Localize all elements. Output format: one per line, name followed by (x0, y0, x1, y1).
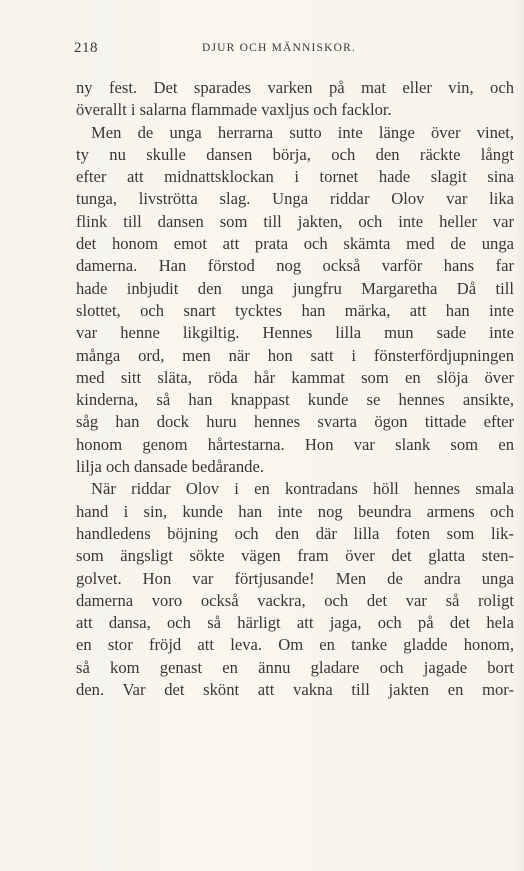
running-head (74, 40, 514, 60)
text-line: golvet. Hon var förtjusande! Men de andra unga (76, 568, 514, 588)
paragraph-start-line: När riddar Olov i en kontradans höll hennes smala (91, 479, 514, 499)
text-line: ty nu skulle dansen börja, och den räckte långt (76, 144, 514, 164)
text-line: såg han dock huru hennes svarta ögon tittade efter (76, 412, 514, 432)
text-line: slottet, och snart tycktes han märka, att han inte (76, 300, 514, 320)
text-line: så kom genast en ännu gladare och jagade bort (76, 657, 514, 677)
text-line: handledens böjning och den där lilla foten som lik- (76, 523, 514, 543)
text-line: tunga, livströtta slag. Unga riddar Olov var lika (76, 189, 514, 209)
text-line: lilja och dansade bedårande. (76, 457, 264, 477)
text-line: en stor fröjd att leva. Om en tanke gladde honom, (76, 635, 514, 655)
text-line: hade inbjudit den unga jungfru Margaretha Då till (76, 278, 514, 298)
text-line: ny fest. Det sparades varken på mat eller vin, och (76, 78, 514, 97)
text-line: efter att midnattsklockan i tornet hade slagit sina (76, 167, 514, 187)
text-line: som ängsligt sökte vägen fram över det glatta sten- (76, 546, 514, 566)
body-text (76, 77, 514, 701)
page-number: 218 (74, 40, 98, 56)
page-edge-shadow (514, 0, 524, 871)
text-line: damerna. Han förstod nog också varför hans far (76, 256, 514, 276)
text-line: att dansa, och så härligt att jaga, och på det hela (76, 613, 514, 633)
paragraph-start-line: Men de unga herrarna sutto inte länge över vinet, (91, 122, 514, 142)
text-line: damerna voro också vackra, och det var så roligt (76, 590, 514, 610)
text-line: hand i sin, kunde han inte nog beundra armens och (76, 501, 514, 521)
text-line: många ord, men när hon satt i fönsterfördjupningen (76, 345, 514, 365)
text-line: var henne likgiltig. Hennes lilla mun sade inte (76, 323, 514, 343)
text-line: kinderna, så han knappast kunde se hennes ansikte, (76, 390, 514, 410)
text-line: honom genom hårtestarna. Hon var slank som en (76, 434, 514, 454)
text-line: flink till dansen som till jakten, och inte heller var (76, 211, 514, 231)
text-line: den. Var det skönt att vakna till jakten en mor- (76, 680, 514, 700)
text-line: överallt i salarna flammade vaxljus och facklor. (76, 100, 392, 120)
text-line: det honom emot att prata och skämta med de unga (76, 234, 514, 254)
text-line: med sitt släta, röda hår kammat som en slöja över (76, 367, 514, 387)
running-title: DJUR OCH MÄNNISKOR. (202, 42, 357, 54)
